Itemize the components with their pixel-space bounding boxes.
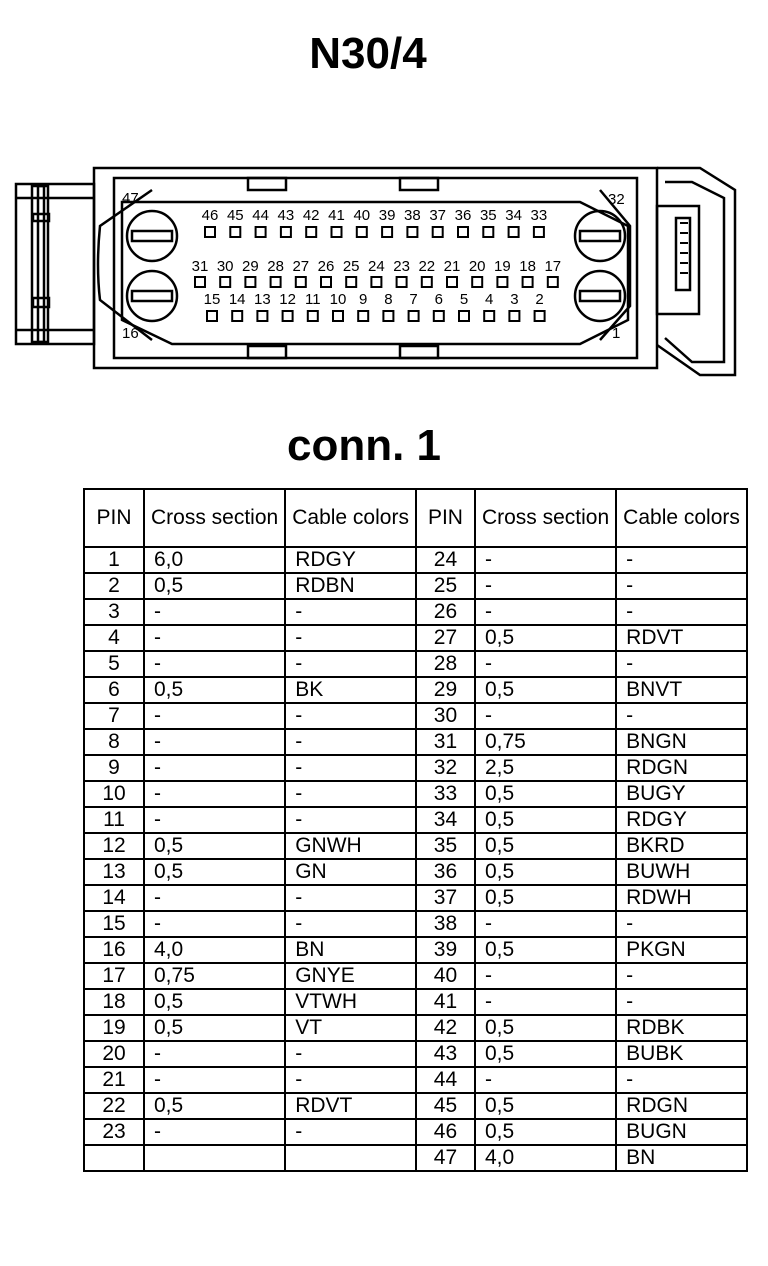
pin-label: 21 (443, 258, 461, 275)
cable-color-cell: - (616, 911, 747, 937)
pin-label: 40 (353, 207, 371, 224)
cable-color-cell: - (616, 1067, 747, 1093)
pin-label: 26 (317, 258, 335, 275)
cross-section-cell: 0,5 (475, 625, 616, 651)
pin-number-cell: 21 (84, 1067, 144, 1093)
pin-socket (409, 311, 419, 321)
pin-socket (281, 227, 291, 237)
cable-color-cell: BNVT (616, 677, 747, 703)
pin-number-cell: 29 (416, 677, 475, 703)
pin-label: 9 (359, 291, 368, 308)
column-header: PIN (416, 489, 475, 547)
cross-section-cell: 0,5 (475, 1041, 616, 1067)
pin-label: 19 (494, 258, 511, 275)
cable-color-cell: PKGN (616, 937, 747, 963)
pin-number-cell: 30 (416, 703, 475, 729)
column-header: Cable colors (616, 489, 747, 547)
cross-section-cell: - (144, 1119, 285, 1145)
pin-number-cell: 10 (84, 781, 144, 807)
table-row (84, 1015, 747, 1041)
cable-color-cell: - (616, 599, 747, 625)
cross-section-cell: - (475, 573, 616, 599)
table-row (84, 1067, 747, 1093)
pin-label: 43 (277, 207, 295, 224)
cross-section-cell: 0,5 (475, 859, 616, 885)
cross-section-cell: 2,5 (475, 755, 616, 781)
pin-label: 45 (226, 207, 244, 224)
cross-section-cell: 0,5 (475, 1119, 616, 1145)
table-row (84, 781, 747, 807)
pin-number-cell: 35 (416, 833, 475, 859)
cable-color-cell: - (616, 547, 747, 573)
pin-number-cell: 25 (416, 573, 475, 599)
pin-number-cell: 16 (84, 937, 144, 963)
pin-socket (357, 227, 367, 237)
cross-section-cell: - (144, 651, 285, 677)
pin-label: 11 (305, 291, 321, 308)
pin-socket (195, 277, 205, 287)
pin-label: 35 (479, 207, 497, 224)
pin-socket (535, 311, 545, 321)
pin-number-cell: 23 (84, 1119, 144, 1145)
cable-color-cell: RDVT (616, 625, 747, 651)
pin-label: 2 (535, 291, 544, 308)
pin-label: 12 (279, 291, 296, 308)
pin-socket (358, 311, 368, 321)
pin-label: 28 (267, 258, 284, 275)
cross-section-cell: - (475, 547, 616, 573)
pin-socket (497, 277, 507, 287)
pin-number-cell: 39 (416, 937, 475, 963)
pin-number-cell: 7 (84, 703, 144, 729)
pin-label: 20 (468, 258, 486, 275)
table-row (84, 937, 747, 963)
cable-color-cell: BUGY (616, 781, 747, 807)
pin-socket (433, 227, 443, 237)
cable-color-cell: RDVT (285, 1093, 416, 1119)
pin-label: 15 (203, 291, 221, 308)
table-row (84, 651, 747, 677)
cable-color-cell: - (285, 1041, 416, 1067)
pin-number-cell: 32 (416, 755, 475, 781)
pin-number-cell: 37 (416, 885, 475, 911)
cross-section-cell: 0,5 (144, 1015, 285, 1041)
table-row (84, 573, 747, 599)
cable-color-cell: - (285, 703, 416, 729)
pin-number-cell: 5 (84, 651, 144, 677)
pin-label: 23 (393, 258, 410, 275)
pin-label: 10 (329, 291, 347, 308)
pin-label: 5 (459, 291, 469, 308)
pin-label: 31 (191, 258, 209, 275)
cross-section-cell: - (475, 1067, 616, 1093)
pin-number-cell: 18 (84, 989, 144, 1015)
pin-socket (205, 227, 215, 237)
cross-section-cell: 0,75 (144, 963, 285, 989)
cross-section-cell: 4,0 (144, 937, 285, 963)
pin-socket (509, 227, 519, 237)
table-row (84, 963, 747, 989)
cable-color-cell: VTWH (285, 989, 416, 1015)
table-row (84, 625, 747, 651)
cross-section-cell: 0,5 (144, 859, 285, 885)
cable-color-cell: RDWH (616, 885, 747, 911)
screw-icon (575, 271, 625, 321)
cable-color-cell: RDBN (285, 573, 416, 599)
table-row (84, 1145, 747, 1171)
pin-label: 13 (254, 291, 271, 308)
pin-socket (523, 277, 533, 287)
corner-label-16: 16 (122, 325, 139, 342)
table-row (84, 703, 747, 729)
screw-icon (127, 211, 177, 261)
pin-number-cell: 27 (416, 625, 475, 651)
table-row (84, 1093, 747, 1119)
cross-section-cell (144, 1145, 285, 1171)
cable-color-cell: GN (285, 859, 416, 885)
corner-label-1: 1 (612, 325, 621, 342)
pin-label: 7 (409, 291, 418, 308)
pin-socket (422, 277, 432, 287)
pin-number-cell: 1 (84, 547, 144, 573)
cross-section-cell: - (144, 885, 285, 911)
cross-section-cell: 0,5 (475, 833, 616, 859)
pin-socket (483, 227, 493, 237)
pin-label: 8 (384, 291, 393, 308)
pin-socket (383, 311, 393, 321)
pin-socket (548, 277, 558, 287)
pin-socket (346, 277, 356, 287)
pin-socket (397, 277, 407, 287)
corner-label-32: 32 (608, 191, 625, 208)
cross-section-cell: - (475, 911, 616, 937)
pin-number-cell: 8 (84, 729, 144, 755)
pin-number-cell: 40 (416, 963, 475, 989)
pin-number-cell: 12 (84, 833, 144, 859)
pin-socket (459, 311, 469, 321)
pin-label: 17 (544, 258, 562, 275)
cross-section-cell: 6,0 (144, 547, 285, 573)
pin-socket (245, 277, 255, 287)
cross-section-cell: 0,5 (475, 937, 616, 963)
pin-table (83, 488, 748, 1172)
pin-label: 37 (429, 207, 447, 224)
pin-label: 41 (328, 207, 345, 224)
pin-number-cell: 17 (84, 963, 144, 989)
pin-label: 39 (378, 207, 396, 224)
cable-color-cell: - (285, 1119, 416, 1145)
pin-label: 33 (530, 207, 548, 224)
pin-socket (306, 227, 316, 237)
table-row (84, 859, 747, 885)
cross-section-cell: - (144, 703, 285, 729)
pin-number-cell: 31 (416, 729, 475, 755)
connector-diagram (0, 150, 768, 390)
pin-number-cell: 6 (84, 677, 144, 703)
cross-section-cell: 0,5 (144, 573, 285, 599)
pin-number-cell: 42 (416, 1015, 475, 1041)
table-row (84, 989, 747, 1015)
cross-section-cell: 0,5 (475, 807, 616, 833)
cross-section-cell: - (144, 1041, 285, 1067)
cable-color-cell: RDGY (616, 807, 747, 833)
pin-label: 22 (418, 258, 436, 275)
cable-color-cell: - (616, 703, 747, 729)
pin-number-cell: 11 (84, 807, 144, 833)
screw-icon (575, 211, 625, 261)
cross-section-cell: - (144, 1067, 285, 1093)
column-header: Cross section (144, 489, 285, 547)
pin-number-cell: 46 (416, 1119, 475, 1145)
pin-number-cell: 13 (84, 859, 144, 885)
pin-number-cell: 2 (84, 573, 144, 599)
pin-number-cell: 19 (84, 1015, 144, 1041)
pin-socket (509, 311, 519, 321)
pin-number-cell: 22 (84, 1093, 144, 1119)
cross-section-cell: 0,5 (475, 1093, 616, 1119)
cross-section-cell: - (475, 651, 616, 677)
pin-label: 6 (434, 291, 443, 308)
pin-number-cell: 47 (416, 1145, 475, 1171)
cross-section-cell: - (144, 807, 285, 833)
pin-socket (308, 311, 318, 321)
table-header-row (84, 489, 747, 547)
pin-socket (296, 277, 306, 287)
cross-section-cell: 4,0 (475, 1145, 616, 1171)
pin-socket (230, 227, 240, 237)
cable-color-cell: BK (285, 677, 416, 703)
cross-section-cell: 0,5 (144, 833, 285, 859)
table-row (84, 599, 747, 625)
cable-color-cell: BN (616, 1145, 747, 1171)
table-row (84, 547, 747, 573)
cross-section-cell: 0,5 (475, 1015, 616, 1041)
pin-socket (257, 311, 267, 321)
pin-label: 44 (252, 207, 269, 224)
cross-section-cell: - (475, 989, 616, 1015)
pin-label: 25 (342, 258, 360, 275)
pin-number-cell: 41 (416, 989, 475, 1015)
pin-socket (371, 277, 381, 287)
pin-label: 27 (292, 258, 310, 275)
cable-color-cell: - (285, 625, 416, 651)
cross-section-cell: - (475, 599, 616, 625)
cable-color-cell: - (285, 599, 416, 625)
pin-socket (484, 311, 494, 321)
cable-color-cell: - (285, 651, 416, 677)
pin-socket (447, 277, 457, 287)
pin-socket (472, 277, 482, 287)
cable-color-cell: GNWH (285, 833, 416, 859)
cable-color-cell: RDGY (285, 547, 416, 573)
pin-socket (534, 227, 544, 237)
cable-color-cell: - (285, 911, 416, 937)
cable-color-cell: VT (285, 1015, 416, 1041)
table-row (84, 677, 747, 703)
pin-number-cell: 20 (84, 1041, 144, 1067)
table-row (84, 833, 747, 859)
pin-number-cell: 43 (416, 1041, 475, 1067)
diagram-title: N30/4 (309, 29, 427, 78)
column-header: PIN (84, 489, 144, 547)
column-header: Cable colors (285, 489, 416, 547)
cable-color-cell: BUGN (616, 1119, 747, 1145)
pin-socket (407, 227, 417, 237)
cable-color-cell: - (616, 963, 747, 989)
pin-socket (382, 227, 392, 237)
cable-color-cell: RDGN (616, 1093, 747, 1119)
cable-color-cell: BUWH (616, 859, 747, 885)
pin-number-cell: 36 (416, 859, 475, 885)
cable-color-cell: GNYE (285, 963, 416, 989)
cable-color-cell: - (285, 781, 416, 807)
cross-section-cell: - (144, 755, 285, 781)
pin-number-cell: 3 (84, 599, 144, 625)
pin-number-cell: 24 (416, 547, 475, 573)
cable-color-cell (285, 1145, 416, 1171)
table-row (84, 755, 747, 781)
screw-icon (127, 271, 177, 321)
pin-number-cell: 9 (84, 755, 144, 781)
pin-socket (256, 227, 266, 237)
pin-socket (321, 277, 331, 287)
pin-label: 4 (485, 291, 494, 308)
pin-label: 42 (302, 207, 320, 224)
corner-label-47: 47 (122, 190, 139, 207)
pin-label: 29 (242, 258, 259, 275)
pin-number-cell: 14 (84, 885, 144, 911)
pin-label: 30 (216, 258, 234, 275)
table-row (84, 807, 747, 833)
pin-socket (458, 227, 468, 237)
cable-color-cell: RDBK (616, 1015, 747, 1041)
pin-label: 38 (404, 207, 421, 224)
table-row (84, 1119, 747, 1145)
cross-section-cell: - (475, 703, 616, 729)
cross-section-cell: - (144, 599, 285, 625)
table-row (84, 729, 747, 755)
cable-color-cell: RDGN (616, 755, 747, 781)
pin-label: 24 (368, 258, 385, 275)
pin-socket (232, 311, 242, 321)
cross-section-cell: 0,75 (475, 729, 616, 755)
pin-number-cell: 44 (416, 1067, 475, 1093)
cross-section-cell: - (144, 911, 285, 937)
cable-color-cell: - (285, 729, 416, 755)
pin-socket (271, 277, 281, 287)
pin-socket (283, 311, 293, 321)
cross-section-cell: - (144, 781, 285, 807)
cable-color-cell: BKRD (616, 833, 747, 859)
cable-color-cell: BN (285, 937, 416, 963)
cross-section-cell: 0,5 (144, 677, 285, 703)
pin-label: 18 (519, 258, 536, 275)
pin-number-cell: 34 (416, 807, 475, 833)
table-row (84, 911, 747, 937)
cable-color-cell: - (616, 573, 747, 599)
pin-number-cell (84, 1145, 144, 1171)
pin-socket (333, 311, 343, 321)
table-row (84, 885, 747, 911)
cable-color-cell: - (285, 1067, 416, 1093)
cross-section-cell: 0,5 (475, 781, 616, 807)
pin-number-cell: 28 (416, 651, 475, 677)
cable-color-cell: - (285, 755, 416, 781)
pin-number-cell: 15 (84, 911, 144, 937)
connector-subtitle: conn. 1 (286, 421, 442, 470)
column-header: Cross section (475, 489, 616, 547)
pin-socket (220, 277, 230, 287)
pin-number-cell: 33 (416, 781, 475, 807)
cable-color-cell: - (616, 989, 747, 1015)
pin-number-cell: 45 (416, 1093, 475, 1119)
cable-color-cell: BNGN (616, 729, 747, 755)
cable-color-cell: - (616, 651, 747, 677)
pin-label: 3 (510, 291, 519, 308)
cross-section-cell: - (144, 729, 285, 755)
cross-section-cell: 0,5 (144, 989, 285, 1015)
cross-section-cell: - (475, 963, 616, 989)
cross-section-cell: 0,5 (475, 677, 616, 703)
table-row (84, 1041, 747, 1067)
pin-socket (207, 311, 217, 321)
pin-label: 36 (454, 207, 472, 224)
pin-label: 46 (201, 207, 219, 224)
pin-number-cell: 26 (416, 599, 475, 625)
pin-socket (434, 311, 444, 321)
cross-section-cell: 0,5 (144, 1093, 285, 1119)
cable-color-cell: BUBK (616, 1041, 747, 1067)
cable-color-cell: - (285, 807, 416, 833)
cross-section-cell: 0,5 (475, 885, 616, 911)
cross-section-cell: - (144, 625, 285, 651)
pin-number-cell: 4 (84, 625, 144, 651)
pin-socket (332, 227, 342, 237)
pin-number-cell: 38 (416, 911, 475, 937)
pin-label: 34 (505, 207, 522, 224)
pin-label: 14 (228, 291, 246, 308)
cable-color-cell: - (285, 885, 416, 911)
